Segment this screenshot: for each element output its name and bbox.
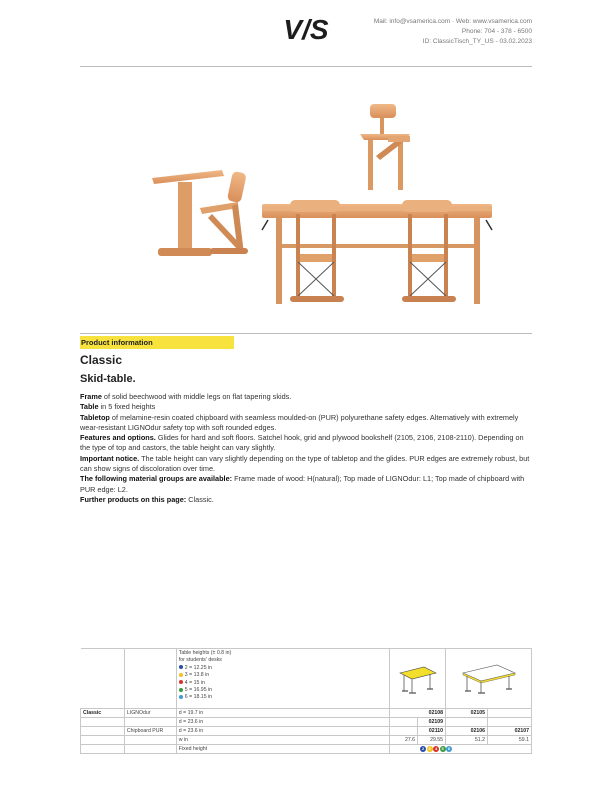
- heights-legend: Table heights (± 0.8 in) for students' desks 2 = 12.25 in 3 = 13.8 in 4 = 15 in 5 = 16.95 in 6 = 18.15 in: [176, 649, 389, 709]
- document-id: ID: ClassicTisch_TY_US - 03.02.2023: [422, 38, 532, 45]
- code-02109: 02109: [418, 718, 446, 727]
- width-51-2: 51.2: [446, 736, 488, 745]
- side-table-image: [152, 170, 248, 256]
- contact-mail-web: Mail: info@vsamerica.com · Web: www.vsamerica.com: [373, 18, 532, 25]
- desc-notice: Important notice. The table height can vary slightly depending on the type of tabletop and the glides. PUR edges are extremely robust, but can show signs of discoloration over time.: [80, 453, 530, 474]
- product-info-badge: Product information: [80, 336, 234, 349]
- fixed-height-3-badge: 3: [428, 745, 431, 751]
- desc-frame: Frame of solid beechwood with middle legs on flat tapering skids.: [80, 392, 292, 401]
- series-name: Classic: [81, 709, 125, 718]
- width-29-55: 29.55: [418, 736, 446, 745]
- contact-info: [374, 17, 532, 47]
- material-lignodur: LIGNOdur: [124, 709, 176, 718]
- code-02106: 02106: [446, 727, 488, 736]
- double-desk-icon: [446, 649, 532, 709]
- product-title: Classic: [80, 353, 123, 367]
- material-chipboard: Chipboard PUR: [124, 727, 176, 736]
- row2-dimension: d = 23.6 in: [176, 718, 389, 727]
- desc-features: Features and options. Glides for hard and soft floors. Satchel hook, grid and plywood bookshelf (2105, 2106, 2108-2110). Depending on the type of top and castors, the table height can vary slightly.: [80, 433, 524, 453]
- spec-table: [80, 648, 532, 754]
- height-2-dot: [179, 665, 183, 669]
- fixed-height-5-badge: 5: [441, 745, 444, 751]
- desc-table: Table in 5 fixed heights: [80, 402, 156, 412]
- back-chair-image: [360, 104, 410, 190]
- width-label: w in: [176, 736, 389, 745]
- width-27-6: 27.6: [390, 736, 418, 745]
- desc-tabletop: Tabletop of melamine-resin coated chipboard with seamless moulded-on (PUR) polyurethane safety edges. Alternatively with extremely wear-resistant LIGNOdur safety top with soft rounded edges.: [80, 412, 519, 432]
- header-divider: [80, 66, 532, 67]
- code-02105: 02105: [446, 709, 488, 718]
- photo-divider: [80, 333, 532, 334]
- contact-phone: Phone: 704 - 378 - 6500: [461, 28, 532, 35]
- code-02110: 02110: [418, 727, 446, 736]
- height-3-dot: [179, 673, 183, 677]
- product-description: [80, 392, 532, 505]
- code-02107: 02107: [488, 727, 532, 736]
- row1-dimension: d = 19.7 in: [176, 709, 389, 718]
- height-6-dot: [179, 695, 183, 699]
- single-desk-icon: [390, 649, 446, 709]
- height-5-dot: [179, 688, 183, 692]
- desc-materials: The following material groups are available: Frame made of wood: H(natural); Top made of LIGNOdur: L1; Top made of chipboard with PUR edge: L2.: [80, 474, 525, 494]
- product-subtitle: Skid-table.: [80, 373, 136, 385]
- desc-further: Further products on this page: Classic.: [80, 494, 214, 504]
- svg-text:V/S: V/S: [283, 14, 329, 44]
- fixed-height-badges: [390, 745, 532, 754]
- height-4-dot: [179, 680, 183, 684]
- width-59-1: 59.1: [488, 736, 532, 745]
- code-02108: 02108: [390, 709, 446, 718]
- front-table-image: [262, 200, 492, 304]
- fixed-height-label: Fixed height: [176, 745, 389, 754]
- product-photo: [140, 96, 495, 324]
- fixed-height-6-badge: 6: [447, 745, 451, 751]
- vs-logo: [280, 14, 332, 44]
- fixed-height-2-badge: 2: [421, 745, 425, 751]
- fixed-height-4-badge: 4: [434, 745, 438, 751]
- row3-dimension: d = 23.6 in: [176, 727, 389, 736]
